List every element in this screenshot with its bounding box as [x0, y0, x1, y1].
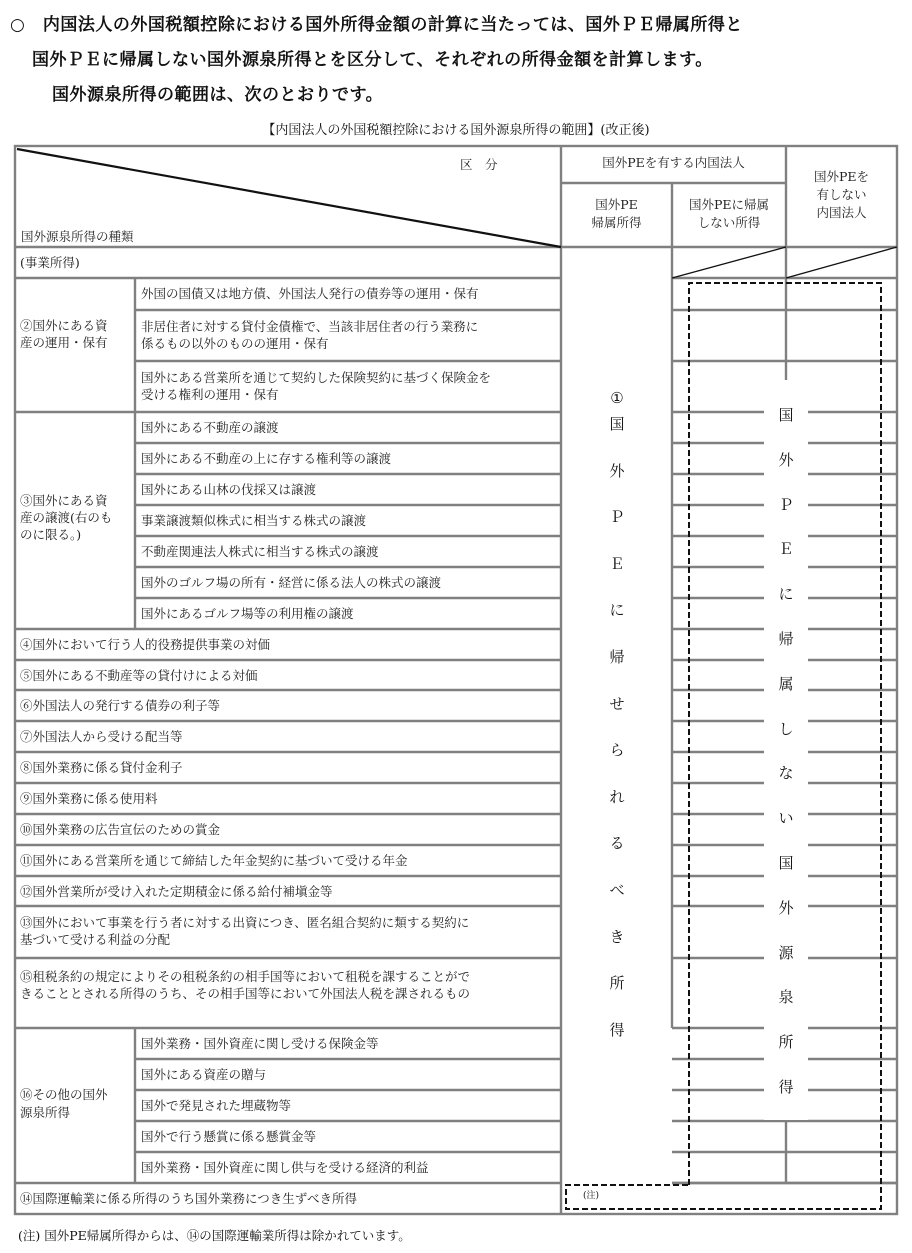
group3-item: 国外にある不動産の上に存する権利等の譲渡: [141, 451, 392, 466]
non-pe-vertical-text: 所: [771, 1032, 801, 1052]
non-pe-vertical-text: 国: [771, 405, 801, 425]
pe-attributable-vertical-text: ①: [602, 388, 632, 408]
header-kubun: 区 分: [460, 157, 498, 172]
group16-item: 国外にある資産の贈与: [141, 1067, 267, 1082]
group3-label: のに限る。): [20, 527, 82, 542]
header-row-label: 国外源泉所得の種類: [21, 229, 134, 244]
non-pe-vertical-text: 属: [771, 674, 801, 694]
group2-item: 外国の国債又は地方債、外国法人発行の債券等の運用・保有: [141, 286, 479, 301]
table-caption: 【内国法人の外国税額控除における国外源泉所得の範囲】(改正後): [262, 123, 650, 138]
header-not-attributable: 国外PEに帰属: [688, 197, 770, 212]
income-row-13: 基づいて受ける利益の分配: [20, 932, 171, 947]
non-pe-vertical-text: 外: [771, 898, 801, 918]
header-no-pe: 内国法人: [816, 205, 867, 220]
group3-item: 国外にあるゴルフ場等の利用権の譲渡: [141, 606, 354, 621]
footnote: (注) 国外PE帰属所得からは、⑭の国際運輸業所得は除かれています。: [18, 1228, 411, 1243]
income-row-15: きることとされる所得のうち、その相手国等において外国法人税を課されるもの: [20, 986, 471, 1001]
group2-item: 係るもの以外のものの運用・保有: [141, 336, 329, 351]
intro-line-3: 国外源泉所得の範囲は、次のとおりです。: [52, 85, 384, 105]
group16-label: 源泉所得: [20, 1105, 71, 1120]
group16-item: 国外で行う懸賞に係る懸賞金等: [141, 1129, 317, 1144]
non-pe-vertical-text: Ｐ: [771, 495, 801, 515]
group3-item: 国外にある不動産の譲渡: [141, 420, 279, 435]
group3-label: 産の譲渡(右のも: [20, 510, 113, 525]
group16-item: 国外で発見された埋蔵物等: [141, 1098, 292, 1113]
income-row-14: ⑭国際運輸業に係る所得のうち国外業務につき生ずべき所得: [20, 1191, 358, 1206]
intro-line-2: 国外ＰＥに帰属しない国外源泉所得とを区分して、それぞれの所得金額を計算します。: [32, 50, 713, 70]
group16-item: 国外業務・国外資産に関し受ける保険金等: [141, 1036, 379, 1051]
pe-attributable-vertical-text: 得: [602, 1020, 632, 1040]
pe-attributable-vertical-text: に: [602, 600, 632, 620]
non-pe-vertical-text: 帰: [771, 629, 801, 649]
non-pe-vertical-text: な: [771, 763, 801, 783]
business-income-row: (事業所得): [20, 255, 80, 270]
non-pe-vertical-text: し: [771, 719, 801, 739]
non-pe-vertical-text: 源: [771, 943, 801, 963]
pe-attributable-vertical-text: れ: [602, 787, 632, 807]
income-row: ⑫国外営業所が受け入れた定期積金に係る給付補塡金等: [20, 884, 333, 899]
group2-item: 非居住者に対する貸付金債権で、当該非居住者の行う業務に: [141, 319, 479, 334]
income-row: ⑪国外にある営業所を通じて締結した年金契約に基づいて受ける年金: [20, 853, 408, 868]
pe-attributable-vertical-text: 国: [602, 414, 632, 434]
income-row-13: ⑬国外において事業を行う者に対する出資につき、匿名組合契約に類する契約に: [20, 915, 470, 930]
header-no-pe: 有しない: [816, 187, 867, 202]
non-pe-vertical-text: い: [771, 808, 801, 828]
pe-attributable-vertical-text: 所: [602, 973, 632, 993]
group3-item: 事業譲渡類似株式に相当する株式の譲渡: [141, 513, 367, 528]
pe-attributable-vertical-text: る: [602, 833, 632, 853]
pe-attributable-vertical-text: Ｅ: [602, 554, 632, 574]
income-row: ⑧国外業務に係る貸付金利子: [20, 760, 183, 775]
income-row: ④国外において行う人的役務提供事業の対価: [20, 637, 271, 652]
header-no-pe: 国外PEを: [813, 169, 870, 184]
non-pe-vertical-text: 外: [771, 450, 801, 470]
header-with-pe: 国外PEを有する内国法人: [602, 155, 745, 170]
pe-attributable-vertical-text: べ: [602, 880, 632, 900]
non-pe-vertical-text: Ｅ: [771, 539, 801, 559]
group3-item: 国外にある山林の伐採又は譲渡: [141, 482, 317, 497]
group2-label: 産の運用・保有: [20, 335, 108, 350]
non-pe-vertical-text: 国: [771, 853, 801, 873]
income-row: ⑩国外業務の広告宣伝のための賞金: [20, 822, 221, 837]
vertical-text-mask: [764, 380, 808, 1120]
intro-line-1: ○ 内国法人の外国税額控除における国外所得金額の計算に当たっては、国外ＰＥ帰属所得と: [10, 15, 743, 35]
group2-item: 国外にある営業所を通じて契約した保険契約に基づく保険金を: [141, 370, 492, 385]
group3-item: 不動産関連法人株式に相当する株式の譲渡: [141, 544, 379, 559]
group2-item: 受ける権利の運用・保有: [141, 387, 279, 402]
non-pe-vertical-text: 泉: [771, 987, 801, 1007]
pe-attributable-vertical-text: せ: [602, 694, 632, 714]
non-pe-vertical-text: 得: [771, 1077, 801, 1097]
note-marker: (注): [583, 1191, 600, 1201]
header-pe-attributable: 国外PE: [595, 197, 638, 212]
pe-attributable-vertical-text: 帰: [602, 647, 632, 667]
income-row: ⑤国外にある不動産等の貸付けによる対価: [20, 668, 258, 683]
income-row: ⑥外国法人の発行する債券の利子等: [20, 698, 221, 713]
non-pe-vertical-text: に: [771, 584, 801, 604]
pe-attributable-vertical-text: Ｐ: [602, 507, 632, 527]
group16-item: 国外業務・国外資産に関し供与を受ける経済的利益: [141, 1160, 429, 1175]
header-pe-attributable: 帰属所得: [591, 215, 642, 230]
pe-attributable-vertical-text: き: [602, 927, 632, 947]
pe-attributable-vertical-text: 外: [602, 461, 632, 481]
header-not-attributable: しない所得: [697, 215, 761, 230]
group16-label: ⑯その他の国外: [20, 1087, 108, 1102]
group2-label: ②国外にある資: [20, 318, 108, 333]
group3-item: 国外のゴルフ場の所有・経営に係る法人の株式の譲渡: [141, 575, 442, 590]
income-row: ⑨国外業務に係る使用料: [20, 791, 158, 806]
income-row: ⑦外国法人から受ける配当等: [20, 729, 183, 744]
income-row-15: ⑮租税条約の規定によりその租税条約の相手国等において租税を課することがで: [20, 969, 471, 984]
pe-attributable-vertical-text: ら: [602, 740, 632, 760]
group3-label: ③国外にある資: [20, 493, 108, 508]
